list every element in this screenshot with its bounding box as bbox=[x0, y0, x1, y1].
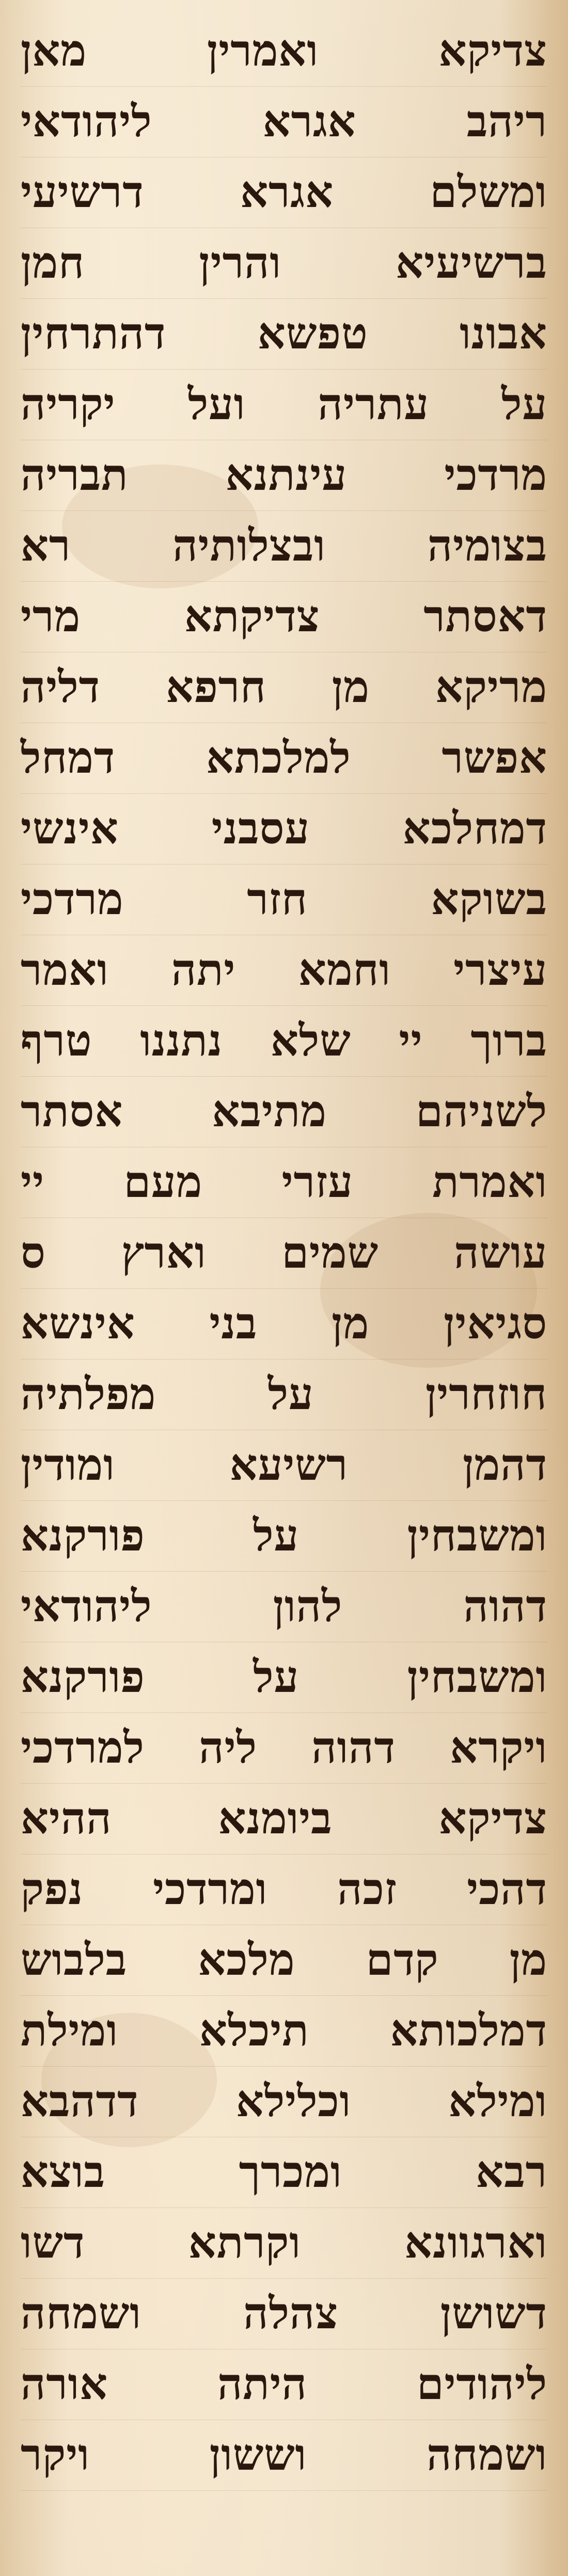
scroll-line bbox=[21, 1995, 547, 2067]
scroll-line bbox=[21, 298, 547, 370]
scroll-line-text: בצומיה ובצלותיה רא bbox=[21, 520, 547, 571]
scroll-line-text: וארגוונא וקרתא דשו bbox=[21, 2217, 547, 2268]
scroll-line-text: דאסתר צדיקתא מרי bbox=[21, 590, 547, 642]
scroll-line bbox=[21, 793, 547, 865]
scroll-line bbox=[21, 1571, 547, 1642]
scroll-line-text: צדיקא ואמרין מאן bbox=[21, 25, 547, 76]
scroll-line bbox=[21, 2420, 547, 2491]
scroll-line-text: ומשלם אגרא דרשיעי bbox=[21, 166, 547, 217]
scroll-line-text: רבא ומכרך בוצא bbox=[21, 2146, 547, 2197]
scroll-line bbox=[21, 1642, 547, 1713]
scroll-line bbox=[21, 1076, 547, 1147]
scroll-line bbox=[21, 2137, 547, 2208]
scroll-line bbox=[21, 1854, 547, 1925]
scroll-line bbox=[21, 723, 547, 794]
scroll-line-text: דהוה להון ליהודאי bbox=[21, 1580, 547, 1631]
scroll-line-text: בשוקא חזר מרדכי bbox=[21, 873, 547, 924]
scroll-line-text: דהכי זכה ומרדכי נפק bbox=[21, 1863, 547, 1914]
scroll-line-text: דהמן רשיעא ומודין bbox=[21, 1439, 547, 1490]
scroll-line-text: ברוך יי שלא נתננו טרף bbox=[21, 1015, 547, 1066]
scroll-line-text: ושמחה וששון ויקר bbox=[21, 2429, 547, 2480]
scroll-line bbox=[21, 1783, 547, 1854]
scroll-line bbox=[21, 581, 547, 652]
scroll-line-text: חוזחרין על מפלתיה bbox=[21, 1368, 547, 1419]
scroll-line bbox=[21, 157, 547, 228]
scroll-line bbox=[21, 1147, 547, 1218]
scroll-line bbox=[21, 86, 547, 157]
scroll-line bbox=[21, 2066, 547, 2137]
scroll-line bbox=[21, 228, 547, 299]
scroll-line-text: סגיאין מן בני אינשא bbox=[21, 1298, 547, 1349]
scroll-line-text: אבונו טפשא דהתרחין bbox=[21, 308, 547, 359]
scroll-line bbox=[21, 369, 547, 440]
scroll-line-text: דמחלכא עסבני אינשי bbox=[21, 803, 547, 854]
scroll-line bbox=[21, 2278, 547, 2349]
scroll-line-text: ברשיעיא והרין חמן bbox=[21, 237, 547, 288]
scroll-line-text: עושה שמים וארץ ס bbox=[21, 1227, 547, 1278]
scroll-line bbox=[21, 440, 547, 511]
scroll-line bbox=[21, 510, 547, 582]
scroll-line-text: לשניהם מתיבא אסתר bbox=[21, 1085, 547, 1137]
scroll-line-text: מריקא מן חרפא דליה bbox=[21, 661, 547, 712]
scroll-line bbox=[21, 2349, 547, 2420]
text-column bbox=[21, 15, 547, 2561]
scroll-line-text: אפשר למלכתא דמחל bbox=[21, 732, 547, 783]
scroll-line bbox=[21, 15, 547, 87]
scroll-line-text: ומילא וכלילא דדהבא bbox=[21, 2075, 547, 2126]
scroll-line-text: עיצרי וחמא יתה ואמר bbox=[21, 944, 547, 995]
scroll-line bbox=[21, 864, 547, 935]
scroll-line-text: מן קדם מלכא בלבוש bbox=[21, 1934, 547, 1985]
scroll-line bbox=[21, 935, 547, 1006]
scroll-line bbox=[21, 1713, 547, 1784]
scroll-line-text: דשושן צהלה ושמחה bbox=[21, 2287, 547, 2339]
scroll-line-text: ויקרא דהוה ליה למרדכי bbox=[21, 1722, 547, 1773]
scroll-line bbox=[21, 1005, 547, 1077]
scroll-line bbox=[21, 1288, 547, 1359]
scroll-line bbox=[21, 2207, 547, 2279]
scroll-line-text: צדיקא ביומנא ההיא bbox=[21, 1793, 547, 1844]
scroll-line bbox=[21, 652, 547, 723]
scroll-line bbox=[21, 1359, 547, 1430]
scroll-line-text: על עתריה ועל יקריה bbox=[21, 378, 547, 429]
scroll-line-text: ליהודים היתה אורה bbox=[21, 2358, 547, 2409]
scroll-line bbox=[21, 1430, 547, 1501]
scroll-line-text: ומשבחין על פורקנא bbox=[21, 1510, 547, 1561]
scroll-line-text: דמלכותא תיכלא ומילת bbox=[21, 2005, 547, 2056]
scroll-line-text: ריהב אגרא ליהודאי bbox=[21, 95, 547, 147]
scroll-line bbox=[21, 1925, 547, 1996]
scroll-line-text: מרדכי עינתנא תבריה bbox=[21, 449, 547, 500]
scroll-line bbox=[21, 1218, 547, 1289]
scroll-line bbox=[21, 1500, 547, 1572]
scroll-line-text: ומשבחין על פורקנא bbox=[21, 1651, 547, 1702]
scroll-line-text: ואמרת עזרי מעם יי bbox=[21, 1156, 547, 1207]
